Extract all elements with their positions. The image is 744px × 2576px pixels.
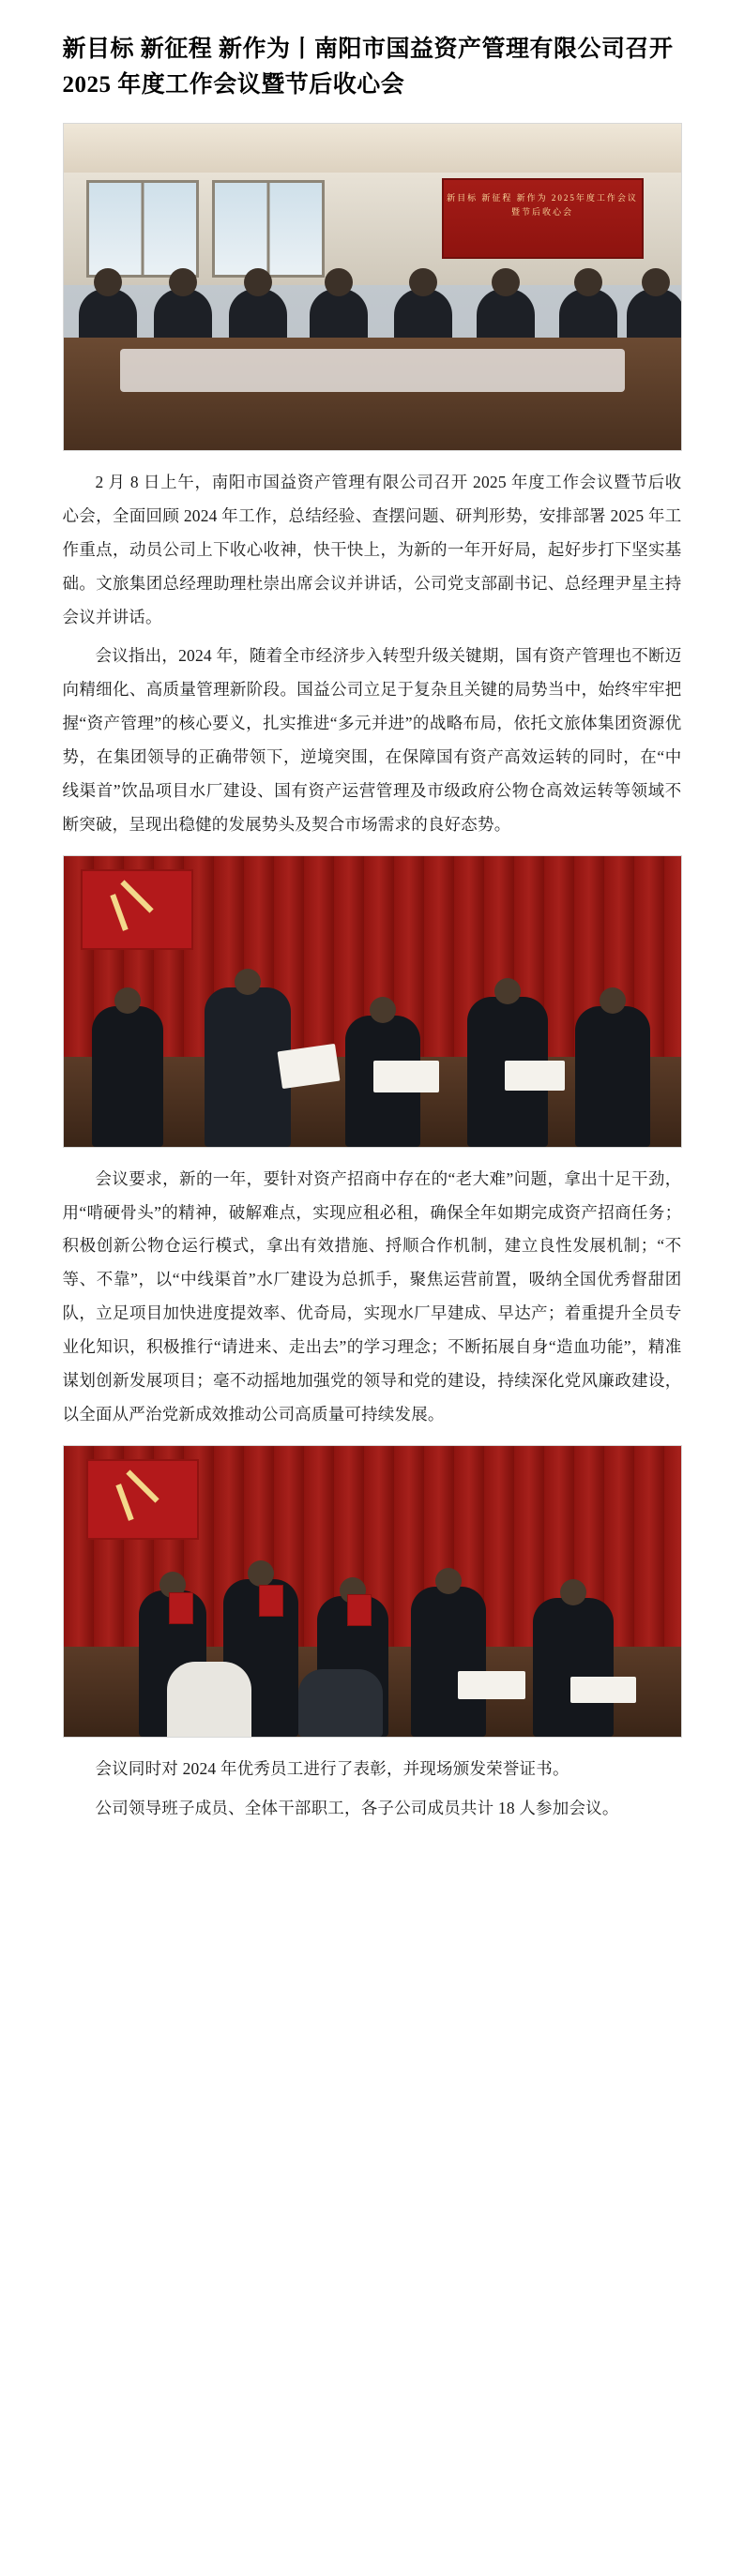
attendee: [575, 1006, 650, 1147]
head: [560, 1579, 586, 1605]
head: [494, 978, 521, 1004]
leader: [533, 1598, 614, 1737]
certificate-icon: [169, 1592, 193, 1624]
paragraph: 会议同时对 2024 年优秀员工进行了表彰，并现场颁发荣誉证书。: [95, 1758, 569, 1778]
window-icon: [212, 180, 325, 278]
figure-2: [63, 855, 682, 1148]
head: [435, 1568, 462, 1594]
paragraph: 公司领导班子成员、全体干部职工，各子公司成员共计 18 人参加会议。: [95, 1798, 619, 1817]
awardee: [411, 1587, 486, 1737]
paragraph: 会议指出，2024 年，随着全市经济步入转型升级关键期，国有资产管理也不断迈向精细化、高质量管理新阶段。国益公司立足于复杂且关键的局势当中，始终牢牢把握“资产管理”的核心要义，扎实推进“多元并进”的战略布局，依托文旅体集团资源优势，在集团领导的正确带领下，逆境突围，在保障国有资产高效运转的同时，在“中线渠首”饮品项目水厂建设、国有资产运营管理及市级政府公物仓高效运转等领域不断突破，呈现出稳健的发展势头及契合市场需求的良好态势。: [62, 646, 682, 834]
photo-award-ceremony: [63, 1445, 682, 1738]
head: [248, 1560, 274, 1587]
head: [600, 987, 626, 1014]
document-paper: [505, 1061, 565, 1091]
head: [114, 987, 141, 1014]
speaker: [205, 987, 291, 1147]
document-paper: [277, 1044, 340, 1089]
window-icon: [86, 180, 199, 278]
paragraph: 会议要求，新的一年，要针对资产招商中存在的“老大难”问题，拿出十足干劲，用“啃硬骨头”的精神，破解难点，实现应租必租，确保全年如期完成资产招商任务；积极创新公物仓运行模式，拿出有效措施、捋顺合作机制，建立良性发展机制；“不等、不靠”，以“中线渠首”水厂建设为总抓手，聚焦运营前置，吸纳全国优秀督甜团队，立足项目加快进度提效率、优奇局，实现水厂早建成、早达产；着重提升全员专业化知识，积极推行“请进来、走出去”的学习理念；不断拓展自身“造血功能”，精准谋划创新发展项目；毫不动摇地加强党的领导和党的建设，持续深化党风廉政建设，以全面从严治党新成效推动公司高质量可持续发展。: [62, 1168, 682, 1424]
conference-table: [64, 338, 681, 450]
document-paper: [373, 1061, 439, 1092]
figure-3: [63, 1445, 682, 1738]
photo-conference-speech: [63, 855, 682, 1148]
article-body: [63, 32, 682, 1825]
paragraph: 2 月 8 日上午，南阳市国益资产管理有限公司召开 2025 年度工作会议暨节后收心会，全面回顾 2024 年工作，总结经验、查摆问题、研判形势，安排部署 2025 年工作重点，动员公司上下收心收神，快干快上，为新的一年开好局，起好步打下坚实基础。文旅集团总经理助理杜崇出席会议并讲话，公司党支部副书记、总经理尹星主持会议并讲话。: [62, 473, 682, 626]
page-title: 新目标 新征程 新作为丨南阳市国益资产管理有限公司召开 2025 年度工作会议暨节后收心会: [62, 37, 674, 98]
party-flag-icon: [86, 1459, 199, 1540]
front-attendee: [298, 1669, 383, 1737]
front-attendee: [167, 1662, 251, 1737]
head: [235, 969, 261, 995]
attendee: [92, 1006, 163, 1147]
certificate-icon: [347, 1594, 372, 1626]
hammer-sickle-icon: [116, 1478, 169, 1521]
hammer-sickle-icon: [111, 888, 163, 931]
figure-1: [63, 123, 682, 451]
document-paper: [458, 1671, 525, 1699]
certificate-icon: [259, 1585, 283, 1617]
party-flag-icon: [81, 869, 193, 950]
photo-meeting-room: [63, 123, 682, 451]
document-paper: [570, 1677, 636, 1703]
banner-backdrop: 新目标 新征程 新作为 2025年度工作会议暨节后收心会: [442, 178, 644, 259]
ceiling: [64, 124, 681, 173]
head: [370, 997, 396, 1023]
